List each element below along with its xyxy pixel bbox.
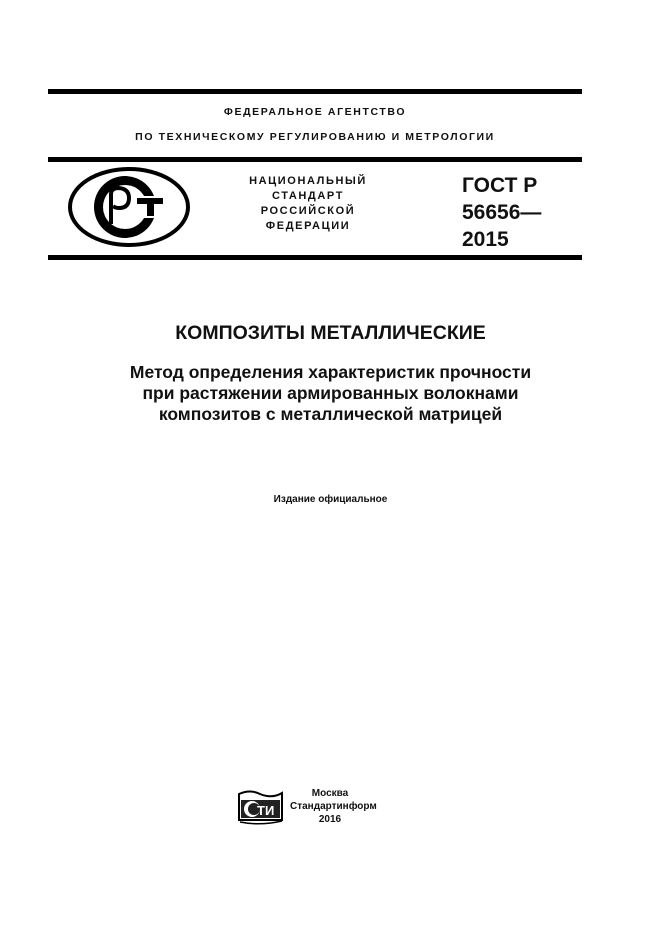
svg-text:ТИ: ТИ — [257, 803, 275, 818]
national-standard-label: НАЦИОНАЛЬНЫЙ СТАНДАРТ РОССИЙСКОЙ ФЕДЕРАЦИИ — [249, 175, 367, 232]
edition-label: Издание официальное — [273, 494, 388, 505]
gost-number: ГОСТ Р 56656— 2015 — [462, 174, 542, 251]
top-rule — [48, 89, 582, 94]
agency-line-1: ФЕДЕРАЛЬНОЕ АГЕНТСТВО — [223, 106, 407, 118]
agency-line-2: ПО ТЕХНИЧЕСКОМУ РЕГУЛИРОВАНИЮ И МЕТРОЛОГИИ — [135, 131, 495, 143]
publisher-name: Стандартинформ — [290, 801, 377, 812]
rst-gost-logo-icon — [67, 166, 191, 248]
publisher-info — [290, 787, 377, 826]
bottom-rule — [48, 255, 582, 260]
middle-rule — [48, 157, 582, 162]
standartinform-logo-icon — [236, 788, 286, 826]
publisher-year: 2016 — [318, 814, 342, 825]
document-title: КОМПОЗИТЫ МЕТАЛЛИЧЕСКИЕ — [175, 322, 486, 344]
document-subtitle: Метод определения характеристик прочности при растяжении армированных волокнами композитов с металлической матрицей — [129, 362, 532, 424]
publisher-city: Москва — [311, 788, 349, 799]
